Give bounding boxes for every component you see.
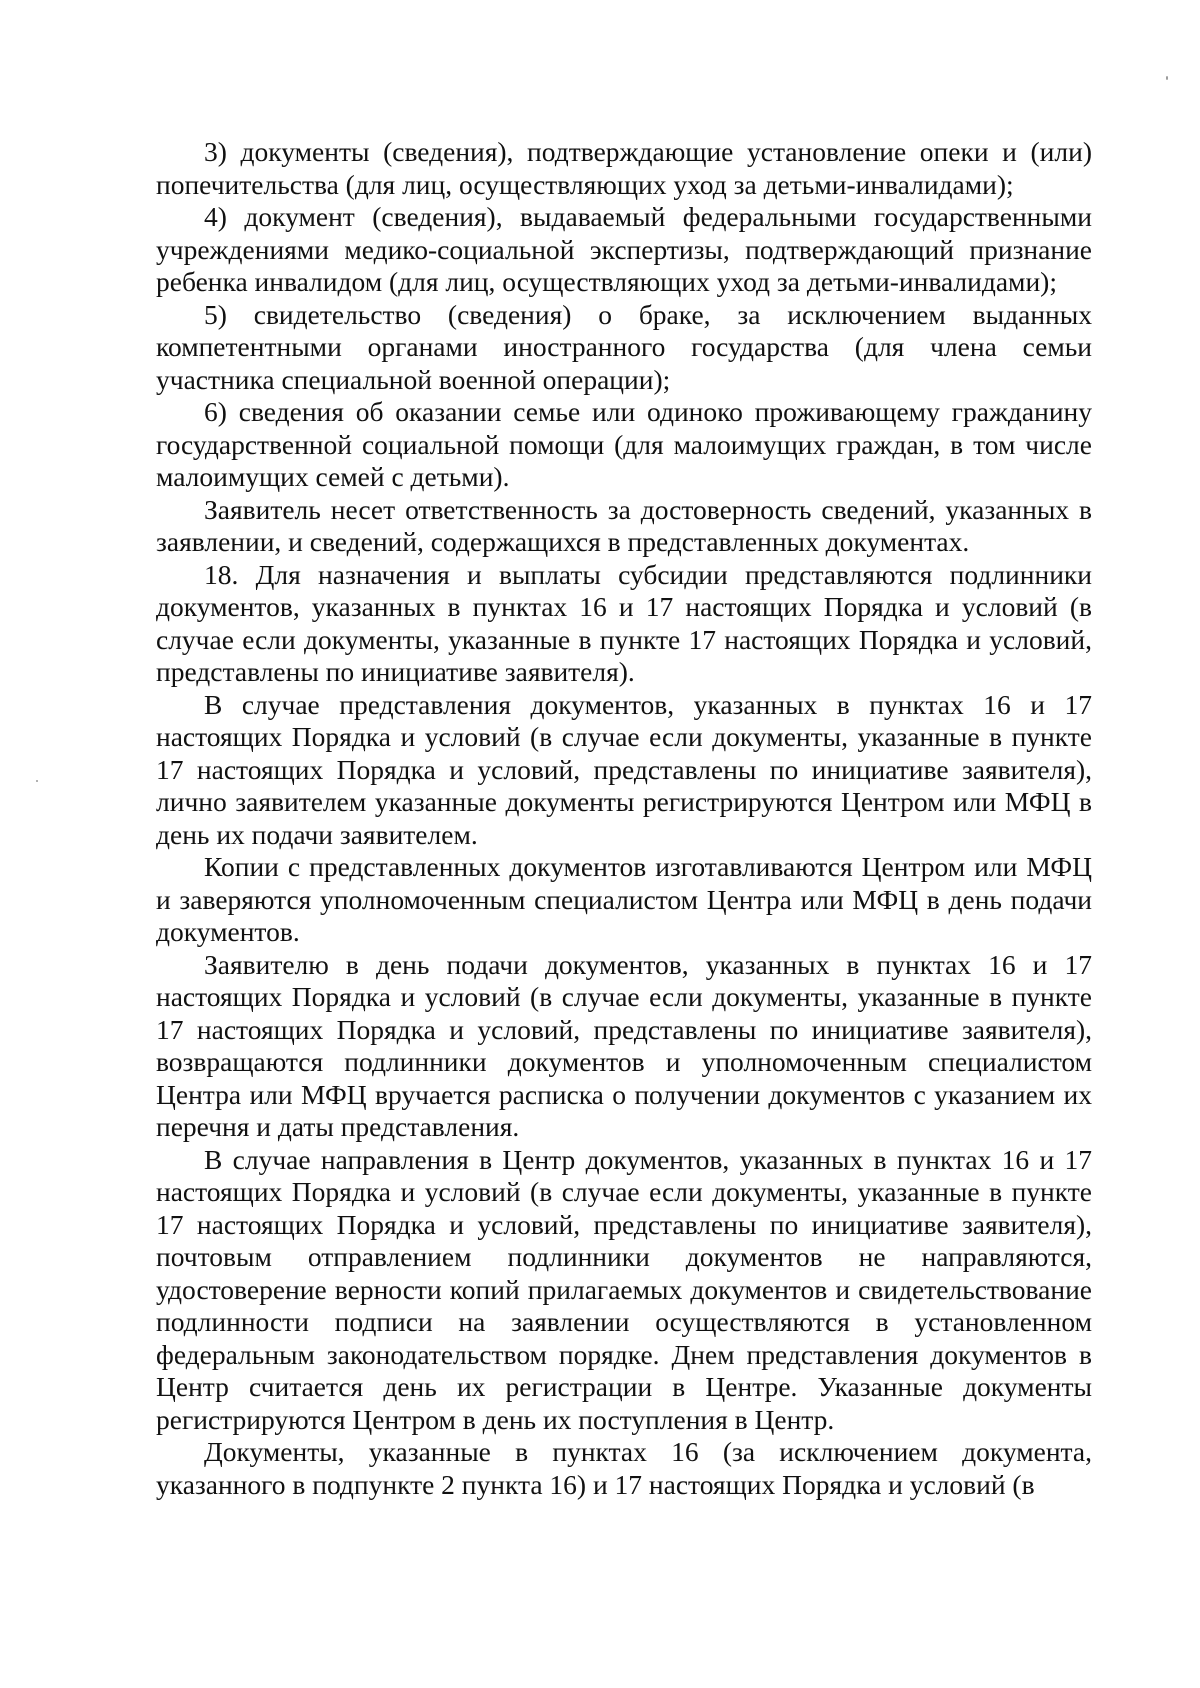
paragraph-item-5: 5) свидетельство (сведения) о браке, за исключением выданных компетентными органами иностранного государства (для члена семьи участника специальной военной операции); bbox=[156, 298, 1092, 395]
paragraph-applicant-responsibility: Заявитель несет ответственность за достоверность сведений, указанных в заявлении, и сведений, содержащихся в представленных документах. bbox=[156, 493, 1092, 557]
paragraph-item-6: 6) сведения об оказании семье или одиноко проживающему гражданину государственной социальной помощи (для малоимущих граждан, в том числе малоимущих семей с детьми). bbox=[156, 396, 1092, 492]
paragraph-documents-continued: Документы, указанные в пунктах 16 (за исключением документа, указанного в подпункте 2 пункта 16) и 17 настоящих Порядка и условий (в bbox=[156, 1436, 1092, 1500]
scan-speck bbox=[1166, 76, 1168, 80]
paragraph-item-4: 4) документ (сведения), выдаваемый федеральными государственными учреждениями медико-социальной экспертизы, подтверждающий признание ребенка инвалидом (для лиц, осуществляющих уход за детьми-инвалидами); bbox=[156, 201, 1092, 297]
document-text bbox=[156, 136, 1092, 1501]
paragraph-copies: Копии с представленных документов изготавливаются Центром или МФЦ и заверяются уполномоченным специалистом Центра или МФЦ в день подачи документов. bbox=[156, 851, 1092, 947]
paragraph-postal-submission: В случае направления в Центр документов, указанных в пунктах 16 и 17 настоящих Порядка и условий (в случае если документы, указанные в пункте 17 настоящих Порядка и условий, представлены по инициативе заявителя), почтовым отправлением подлинники документов не направляются, удостоверение верности копий прилагаемых документов и свидетельствование подлинности подписи на заявлении осуществляются в установленном федеральным законодательством порядке. Днем представления документов в Центр считается день их регистрации в Центре. Указанные документы регистрируются Центром в день их поступления в Центр. bbox=[156, 1143, 1092, 1435]
paragraph-item-3: 3) документы (сведения), подтверждающие установление опеки и (или) попечительства (для лиц, осуществляющих уход за детьми-инвалидами); bbox=[156, 136, 1092, 200]
scan-speck bbox=[36, 780, 38, 782]
paragraph-receipt: Заявителю в день подачи документов, указанных в пунктах 16 и 17 настоящих Порядка и условий (в случае если документы, указанные в пункте 17 настоящих Порядка и условий, представлены по инициативе заявителя), возвращаются подлинники документов и уполномоченным специалистом Центра или МФЦ вручается расписка о получении документов с указанием их перечня и даты представления. bbox=[156, 948, 1092, 1142]
paragraph-in-person-submission: В случае представления документов, указанных в пунктах 16 и 17 настоящих Порядка и условий (в случае если документы, указанные в пункте 17 настоящих Порядка и условий, представлены по инициативе заявителя), лично заявителем указанные документы регистрируются Центром или МФЦ в день их подачи заявителем. bbox=[156, 688, 1092, 850]
paragraph-clause-18: 18. Для назначения и выплаты субсидии представляются подлинники документов, указанных в пунктах 16 и 17 настоящих Порядка и условий (в случае если документы, указанные в пункте 17 настоящих Порядка и условий, представлены по инициативе заявителя). bbox=[156, 558, 1092, 687]
